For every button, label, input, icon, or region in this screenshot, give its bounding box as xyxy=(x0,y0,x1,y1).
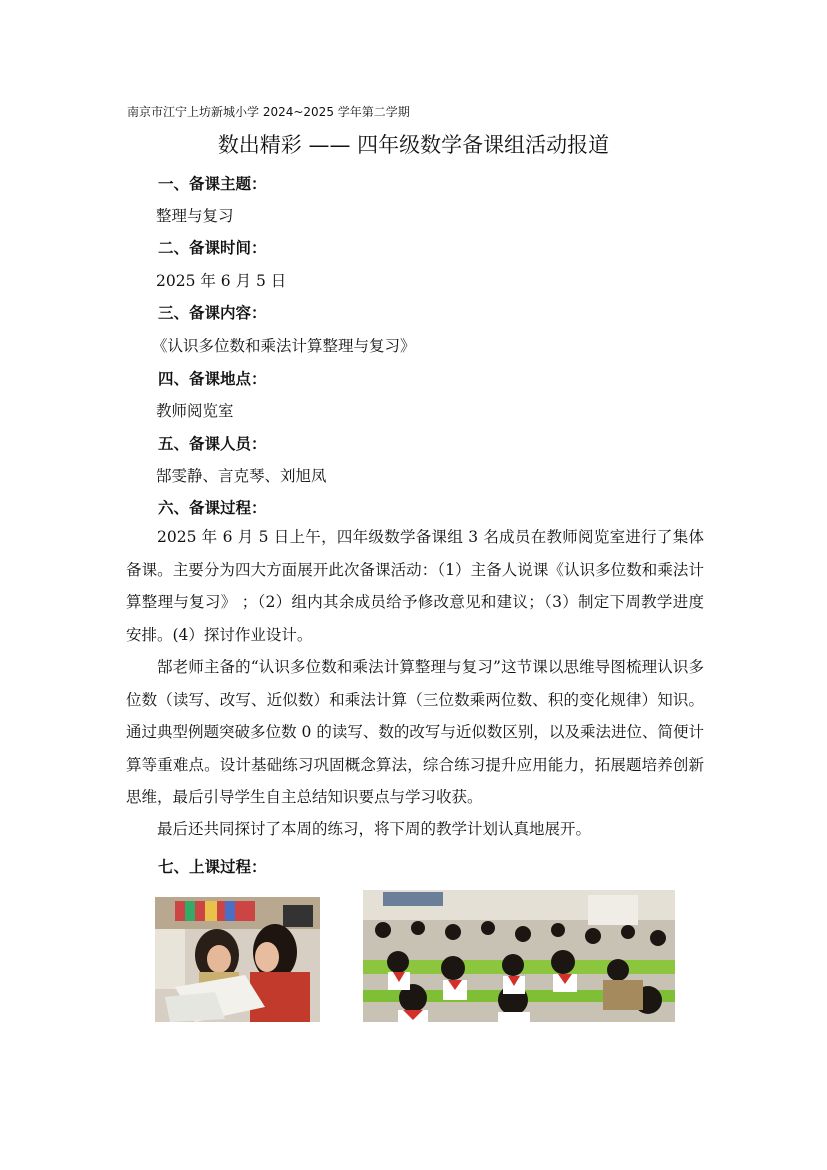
section-value-location: 教师阅览室 xyxy=(156,402,234,420)
section-value-topic: 整理与复习 xyxy=(156,207,234,225)
section-heading-location: 四、备课地点： xyxy=(158,370,267,388)
section-heading-content: 三、备课内容： xyxy=(158,304,267,322)
section-value-time: 2025 年 6 月 5 日 xyxy=(156,272,287,290)
document-title: 数出精彩 —— 四年级数学备课组活动报道 xyxy=(217,133,610,157)
section-heading-staff: 五、备课人员： xyxy=(158,435,267,453)
document-header: 南京市江宁上坊新城小学 2024~2025 学年第二学期 xyxy=(127,105,410,119)
process-paragraph-1: 2025 年 6 月 5 日上午，四年级数学备课组 3 名成员在教师阅览室进行了集体备课。主要分为四大方面展开此次备课活动：（1）主备人说课《认识多位数和乘法计算整理与复习》 ；（2）组内其余成员给予修改意见和建议；（3）制定下周教学进度安排。(4）探讨作业设计。 xyxy=(126,528,704,644)
process-paragraph-2: 郜老师主备的“认识多位数和乘法计算整理与复习”这节课以思维导图梳理认识多位数（读写、改写、近似数）和乘法计算（三位数乘两位数、积的变化规律）知识。通过典型例题突破多位数 0 的读写、数的改写与近似数区别，以及乘法进位、简便计算等重难点。设计基础练习巩固概念算法，综合练习提升应用能力，拓展题培养创新思维，最后引导学生自主总结知识要点与学习收获。 xyxy=(126,658,704,806)
section-heading-class: 七、上课过程： xyxy=(158,858,267,876)
section-heading-process: 六、备课过程： xyxy=(158,499,267,517)
section-heading-time: 二、备课时间： xyxy=(158,239,267,257)
section-value-staff: 郜雯静、言克琴、刘旭凤 xyxy=(156,467,327,485)
section-heading-topic: 一、备课主题： xyxy=(158,175,267,193)
teachers-lesson-prep-photo xyxy=(155,897,320,1022)
process-paragraph-3: 最后还共同探讨了本周的练习，将下周的教学计划认真地展开。 xyxy=(157,820,592,838)
classroom-students-photo xyxy=(363,890,675,1022)
section-value-content: 《认识多位数和乘法计算整理与复习》 xyxy=(152,337,416,355)
